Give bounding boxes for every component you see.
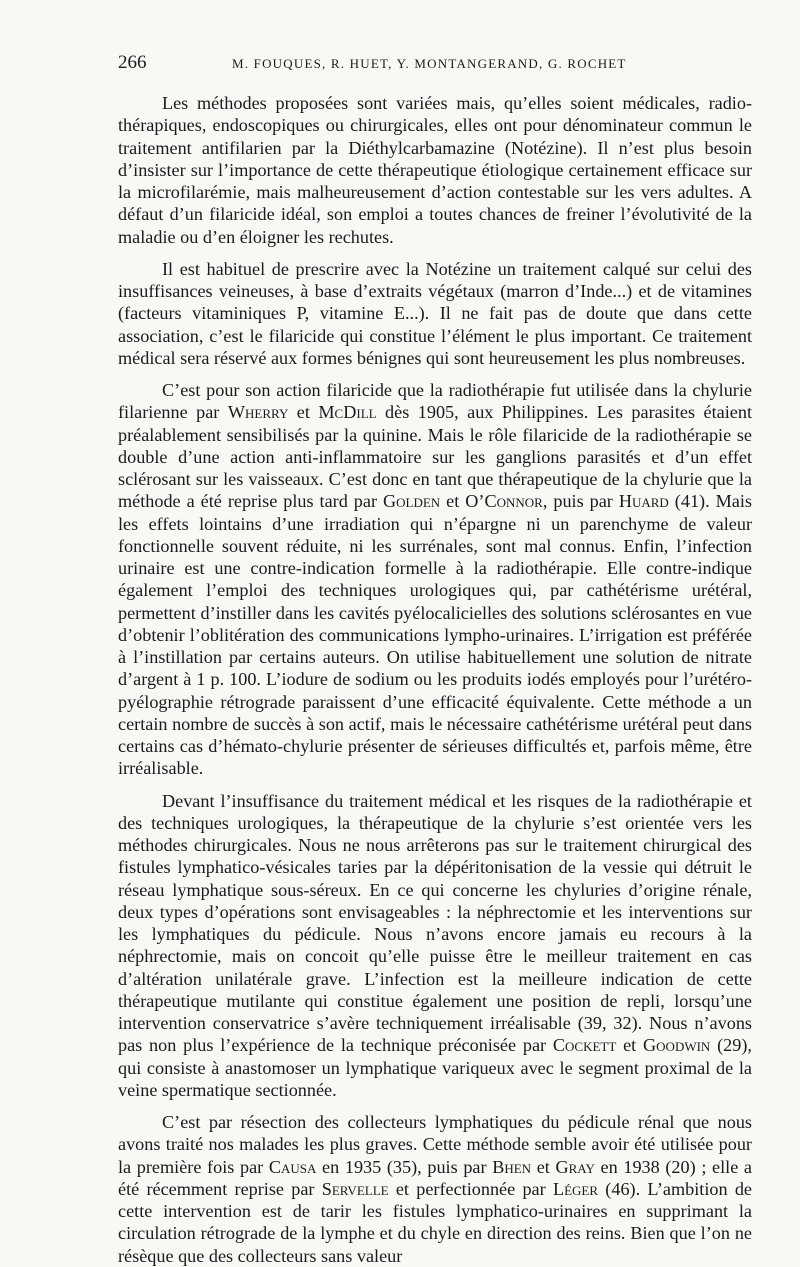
paragraph-methods: Les méthodes proposées sont variées mais, qu’elles soient médicales, radiothérapiques, endoscopiques ou chirurgicales, elles ont pour dénominateur commun le traitement antifilarien par la Diéthylcarbamazine (Notézine). Il n’est plus besoin d’insister sur l’importance de cette thérapeutique étiologique certainement efficace sur la microfilarémie, mais malheureusement d’action contestable sur les vers adultes. A défaut d’un filaricide idéal, son emploi a toutes chances de freiner l’évolutivité de la maladie ou d’en éloigner les rechutes. xyxy=(118,93,752,247)
text-run: en 1938 (20) ; elle a été récemment reprise par xyxy=(118,1156,752,1199)
paragraph-lymphatic-resection xyxy=(118,1111,752,1267)
text-run: Devant l’insuffisance du traitement médical et les risques de la radiothérapie et des techniques urologiques, la thérapeutique de la chylurie s’est orientée vers les méthodes chirurgicales. Nous ne nous arrêterons pas sur le traitement chirurgical des fistules lymphatico-vésicales taries par la dépéritonisation de la vessie qui détruit le réseau lymphatique sous-séreux. En ce qui concerne les chyluries d’origine rénale, deux types d’opérations sont envisageables : la néphrectomie et les interventions sur les lymphatiques du pédicule. Nous n’avons encore jamais eu recours à la néphrectomie, mais on concoit qu’elle puisse être le meilleur traitement en cas d’altération unilatérale grave. L’infection est la meilleure indication de cette thérapeutique mutilante qui constitue également une position de repli, lorsqu’une intervention conservatrice s’avère techniquement irréalisable (39, 32). Nous n’avons pas non plus l’expérience de la technique préconisée par xyxy=(118,790,752,1056)
text-run: en 1935 (35), puis par xyxy=(316,1156,493,1177)
text-run: et perfectionnée par xyxy=(388,1178,553,1199)
text-run: et xyxy=(531,1156,556,1177)
text-run: (41). Mais les effets lointains d’une irradiation qui n’épargne ni un parenchyme de valeur fonctionnelle souvent réduite, ni les surrénales, sont mal connus. Enfin, l’infection urinaire est une contre-indication formelle à la radiothérapie. Elle contre-indique également l’emploi des techniques urologiques qui, par cathétérisme urétéral, permettent d’instiller dans les cavités pyélocalicielles des solutions sclérosantes en vue d’obtenir l’oblitération des communications lympho-urinaires. L’irrigation est préférée à l’instillation par certains auteurs. On utilise habituellement une solution de nitrate d’argent à 1 p. 100. L’iodure de sodium ou les produits iodés employés pour l’urétéropyélographie rétrograde paraissent d’une efficacité équivalente. Cette méthode a un certain nombre de succès à son actif, mais le nécessaire cathétérisme urétéral peut dans certains cas d’hémato-chylurie présenter de sérieuses difficultés et, parfois même, être irréalisable. xyxy=(118,491,752,779)
author-name: Léger xyxy=(552,1178,599,1199)
author-name: Wherry xyxy=(227,402,289,423)
author-name: Huard xyxy=(618,491,669,512)
author-name: Gray xyxy=(555,1156,595,1177)
page-number: 266 xyxy=(118,52,147,73)
page xyxy=(118,52,752,1267)
author-name: Causa xyxy=(268,1156,317,1177)
text-run: dès 1905, aux Philippines. Les parasites étaient préalablement sensibilisés par la quinine. Mais le rôle filaricide de la radiothérapie se double d’une action anti-inflammatoire sur les ganglions parasités et d’un effet sclérosant sur les vaisseaux. C’est donc en tant que thérapeutique de la chylurie que la méthode a été reprise plus tard par xyxy=(118,402,752,512)
text-run: (46). L’ambition de cette intervention est de tarir les fistules lymphatico-urinaires en supprimant la circulation rétrograde de la lymphe et du chyle en direction des reins. Bien que l’on ne résèque que des collecteurs sans valeur xyxy=(118,1178,752,1266)
author-name: Cockett xyxy=(552,1035,617,1056)
text-run: C’est par résection des collecteurs lymphatiques du pédicule rénal que nous avons traité nos malades les plus graves. Cette méthode semble avoir été utilisée pour la première fois par xyxy=(118,1112,752,1177)
text-run: (29), qui consiste à anastomoser un lymphatique variqueux avec le segment proximal de la veine spermatique sectionnée. xyxy=(118,1035,752,1100)
author-name: Servelle xyxy=(321,1178,389,1199)
author-name: McDill xyxy=(318,402,377,423)
text-run: , puis par xyxy=(542,491,619,512)
author-name: Golden xyxy=(383,491,441,512)
text-run: et xyxy=(288,402,319,423)
author-name: Goodwin xyxy=(643,1035,711,1056)
running-head xyxy=(118,52,752,86)
author-name: Bhen xyxy=(492,1156,532,1177)
paragraph-radiotherapy xyxy=(118,379,752,780)
running-head-authors: M. FOUQUES, R. HUET, Y. MONTANGERAND, G. ROCHET xyxy=(232,56,627,71)
paragraph-surgical-methods xyxy=(118,790,752,1102)
paragraph-medical-treatment: Il est habituel de prescrire avec la Notézine un traitement calqué sur celui des insuffisances veineuses, à base d’extraits végétaux (marron d’Inde...) et de vitamines (facteurs vitaminiques P, vitamine E...). Il ne fait pas de doute que dans cette association, c’est le filaricide qui constitue l’élément le plus important. Ce traitement médical sera réservé aux formes bénignes qui sont heureusement les plus nombreuses. xyxy=(118,258,752,368)
text-run: et xyxy=(440,491,466,512)
text-run: et xyxy=(616,1035,644,1056)
text-run: C’est pour son action filaricide que la radiothérapie fut utilisée dans la chylurie filarienne par xyxy=(118,380,752,423)
author-name: O’Connor xyxy=(465,491,543,512)
